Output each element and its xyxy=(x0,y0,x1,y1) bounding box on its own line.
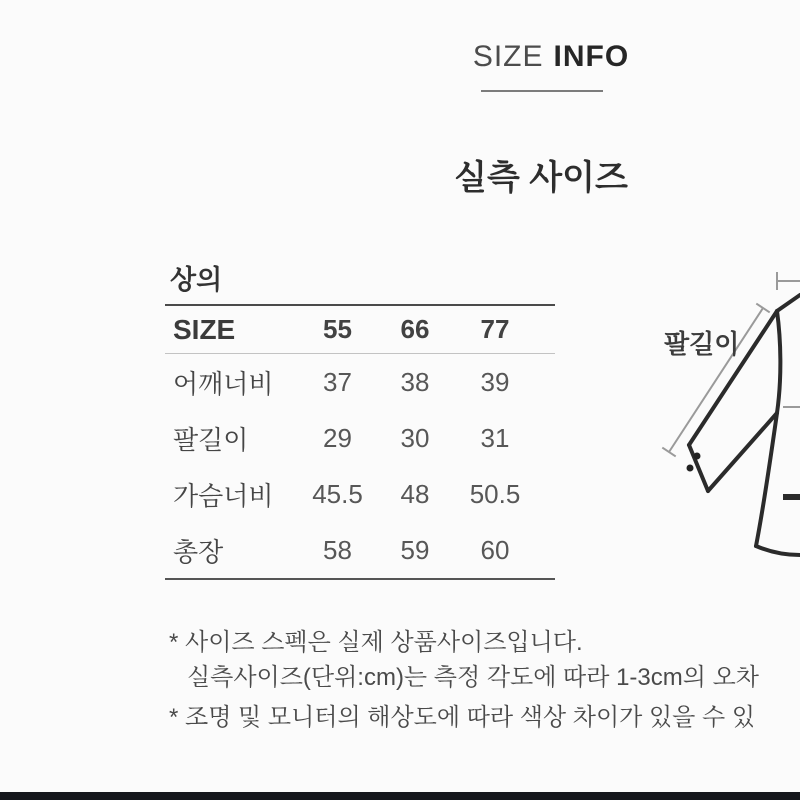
page-title xyxy=(401,40,701,74)
size-table-header-label: SIZE xyxy=(173,313,236,345)
sleeve-measure-tick-top xyxy=(756,304,769,313)
cell-value: 31 xyxy=(480,422,510,453)
jacket-armhole-seam xyxy=(777,311,780,413)
footnote-size-spec: * 사이즈 스펙은 실제 상품사이즈입니다. xyxy=(169,629,583,656)
jacket-hem xyxy=(756,546,800,555)
cuff-button xyxy=(687,465,694,472)
table-section-label: 상의 xyxy=(170,265,223,295)
cell-value: 48 xyxy=(400,478,430,509)
row-label-sleeve: 팔길이 xyxy=(173,424,249,455)
section-heading: 실측 사이즈 xyxy=(454,159,628,197)
cuff-button xyxy=(694,453,701,460)
cell-value: 30 xyxy=(400,422,430,453)
size-table xyxy=(165,304,555,580)
size-col-77: 77 xyxy=(480,314,510,344)
jacket-shoulder-line xyxy=(777,295,800,311)
table-row xyxy=(165,466,555,522)
table-row xyxy=(165,410,555,466)
row-label-shoulder: 어깨너비 xyxy=(173,368,274,399)
size-col-66: 66 xyxy=(400,314,430,344)
cell-value: 45.5 xyxy=(312,478,363,509)
cell-value: 50.5 xyxy=(469,478,521,509)
cell-value: 37 xyxy=(323,366,352,397)
size-col-55: 55 xyxy=(323,314,352,344)
cell-value: 29 xyxy=(323,422,352,453)
sleeve-length-label: 팔길이 xyxy=(664,329,740,359)
page-title-bold: INFO xyxy=(553,40,630,73)
size-table-header-row xyxy=(165,306,555,354)
footnote-color-difference: * 조명 및 모니터의 해상도에 따라 색상 차이가 있을 수 있 xyxy=(169,704,756,731)
garment-diagram xyxy=(640,248,800,580)
title-underline xyxy=(481,90,603,92)
bottom-dark-bar xyxy=(0,792,800,800)
table-row xyxy=(165,522,555,578)
cell-value: 60 xyxy=(480,534,510,565)
cell-value: 38 xyxy=(400,366,430,397)
footnote-size-tolerance: 실측사이즈(단위:cm)는 측정 각도에 따라 1-3cm의 오차 xyxy=(187,664,759,691)
cell-value: 58 xyxy=(323,534,352,565)
cell-value: 59 xyxy=(400,534,430,565)
page-title-light: SIZE xyxy=(472,40,544,73)
row-label-total-length: 총장 xyxy=(173,536,224,567)
table-row xyxy=(165,354,555,410)
row-label-chest: 가슴너비 xyxy=(173,480,274,511)
cell-value: 39 xyxy=(480,366,510,397)
sleeve-measure-tick-bottom xyxy=(662,448,675,457)
